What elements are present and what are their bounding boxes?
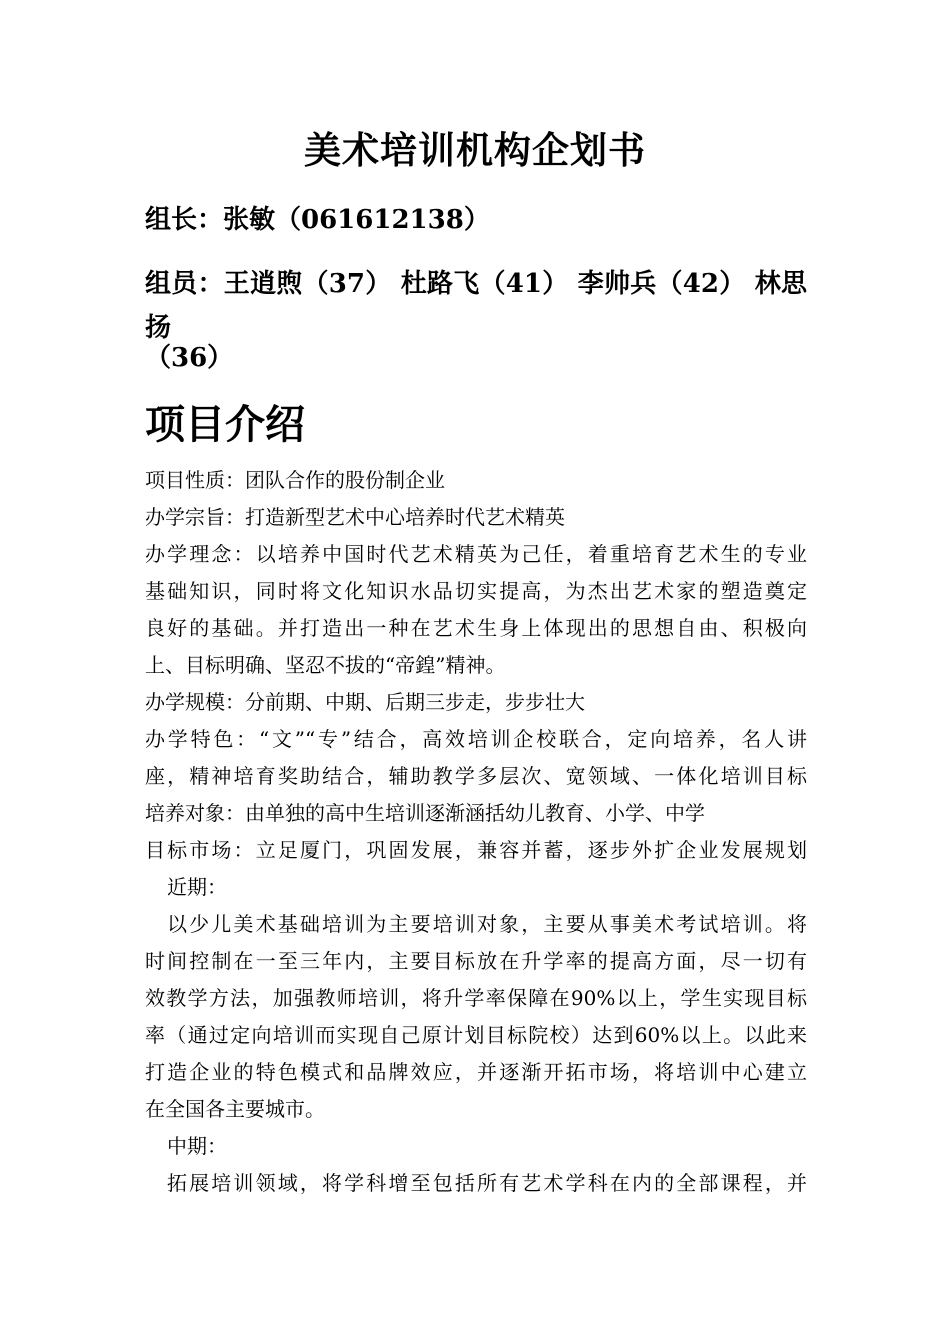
text-line: 项目性质：团队合作的股份制企业 (145, 468, 445, 492)
text-line: 中期： (167, 1134, 227, 1158)
text-line: 办学规模：分前期、中期、后期三步走，步步壮大 (145, 690, 585, 714)
text-line: 拓展培训领域，将学科增至包括所有艺术学科在内的全部课程，并 (167, 1171, 807, 1195)
group-leader: 组长：张敏（061612138） (145, 205, 490, 235)
text-line: 座，精神培育奖助结合，辅助教学多层次、宽领域、一体化培训目标 (145, 764, 807, 788)
text-line: 打造企业的特色模式和品牌效应，并逐渐开拓市场，将培训中心建立 (145, 1060, 807, 1084)
text-line: 办学特色：“文”“专”结合，高效培训企校联合，定向培养，名人讲 (145, 727, 807, 751)
text-line: 办学宗旨：打造新型艺术中心培养时代艺术精英 (145, 505, 565, 529)
text-line: 基础知识，同时将文化知识水品切实提高，为杰出艺术家的塑造奠定 (145, 579, 807, 603)
text-line: 时间控制在一至三年内，主要目标放在升学率的提高方面，尽一切有 (145, 949, 807, 973)
text-line: 在全国各主要城市。 (145, 1097, 325, 1121)
text-line: 效教学方法，加强教师培训，将升学率保障在90%以上，学生实现目标 (145, 986, 807, 1010)
text-line: 以少儿美术基础培训为主要培训对象，主要从事美术考试培训。将 (167, 912, 807, 936)
group-members-continued: （36） (145, 343, 234, 373)
text-line: 培养对象：由单独的高中生培训逐渐涵括幼儿教育、小学、中学 (145, 801, 705, 825)
group-members: 组员：王逍煦（37） 杜路飞（41） 李帅兵（42） 林思扬 (145, 269, 807, 343)
text-line: 良好的基础。并打造出一种在艺术生身上体现出的思想自由、积极向 (145, 616, 807, 640)
text-line: 率（通过定向培训而实现自己原计划目标院校）达到60%以上。以此来 (145, 1023, 807, 1047)
document-title: 美术培训机构企划书 (304, 128, 646, 172)
text-line: 上、目标明确、坚忍不拔的“帝鍠”精神。 (145, 653, 506, 677)
section-heading: 项目介绍 (145, 401, 305, 448)
body-text (145, 462, 807, 1202)
text-line: 近期： (167, 875, 227, 899)
text-line: 目标市场：立足厦门，巩固发展，兼容并蓄，逐步外扩企业发展规划 (145, 838, 807, 862)
text-line: 办学理念：以培养中国时代艺术精英为己任，着重培育艺术生的专业 (145, 542, 807, 566)
